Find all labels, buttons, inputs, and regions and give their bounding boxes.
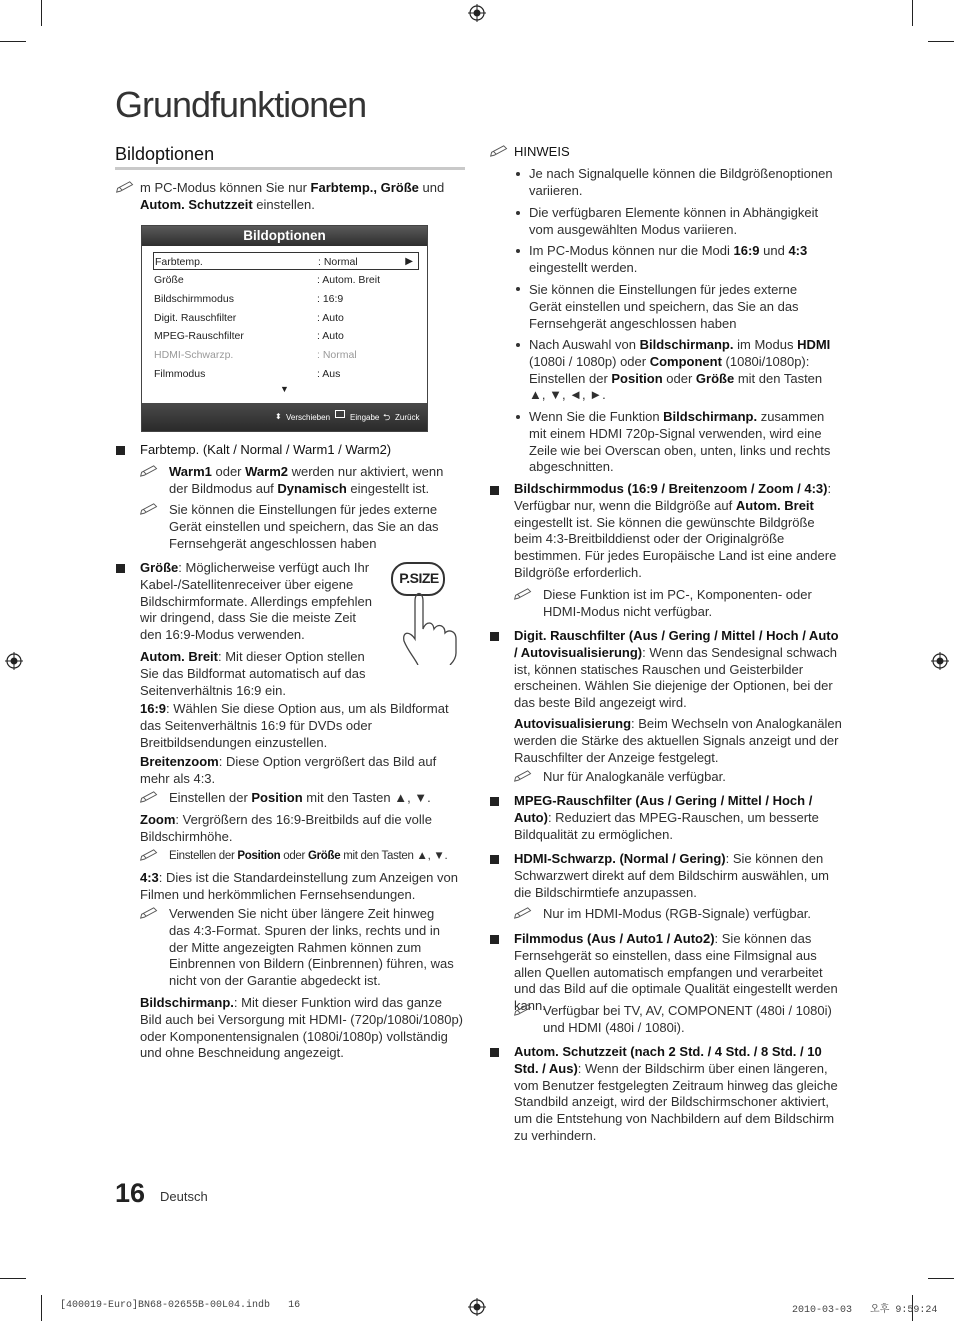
osd-row-value: : 16:9	[317, 293, 344, 305]
bullet-dot	[516, 172, 520, 176]
osd-row-label: Farbtemp.	[155, 256, 203, 268]
autom-schutzzeit-paragraph	[514, 1044, 839, 1145]
autovisualisierung-paragraph	[514, 716, 844, 766]
bold-term: Bildschirmmodus (16:9 / Breitenzoom / Zoom / 4:3)	[514, 481, 828, 496]
item-text: und	[759, 243, 789, 258]
slug-date-value: 2010-03-03	[792, 1305, 853, 1316]
note-text: mit den Tasten ▲, ▼.	[302, 790, 431, 805]
hdmi-paragraph	[514, 851, 836, 901]
arrow-right-icon: ▶	[405, 256, 413, 267]
updown-icon: ⬍	[275, 412, 282, 421]
paragraph-text: : Reduziert das MPEG-Rauschen, um besserte Bildqualität zu ermöglichen.	[514, 809, 819, 842]
bold-term: Digit. Rauschfilter (Aus / Gering / Mittel / Hoch / Auto / Autovisualisierung)	[514, 628, 839, 660]
crop-mark	[41, 0, 42, 26]
intro-text: und	[418, 180, 445, 195]
paragraph-text: : Wenn der Bildschirm über einen längeren, vom Benutzer festgelegten Zeitraum hinweg das gleiche Standbild anzeigt, wird der Bildschirmschoner aktiviert, um die Entstehung von Nachbildern auf dem Bildschirm zu verhindern.	[514, 1060, 838, 1143]
groesse-paragraph	[140, 560, 376, 644]
osd-header: Bildoptionen	[142, 226, 427, 246]
page-language: Deutsch	[160, 1189, 208, 1204]
bold-term: 4:3	[788, 243, 808, 258]
item-text: (1080i/1080p): Einstellen der	[529, 353, 810, 386]
slug-filename: [400019-Euro]BN68-02655B-00L04.indb	[60, 1300, 271, 1311]
osd-row-value: : Auto	[317, 312, 344, 324]
paragraph-text: : Beim Wechseln von Analogkanälen werden die Stärke des aktuellen Signals anzeigt und der Rauschfilter der Anzeige festgelegt.	[514, 716, 842, 765]
hinweis-item	[529, 243, 829, 277]
item-text: Nach Auswahl von	[529, 337, 640, 352]
registration-mark-icon	[468, 4, 486, 22]
crop-mark	[0, 41, 26, 42]
bold-term: Position	[611, 370, 663, 386]
note-icon	[140, 847, 160, 861]
bold-term: Autom. Breit	[140, 649, 218, 664]
section-title: Bildoptionen	[115, 144, 215, 164]
hinweis-item	[529, 409, 834, 476]
slug-date	[792, 1300, 937, 1316]
note-icon	[514, 905, 534, 919]
bullet-square	[490, 855, 499, 864]
page-number: 16	[115, 1178, 146, 1208]
intro-text: m PC-Modus können Sie nur	[140, 180, 311, 195]
autom-breit-paragraph	[140, 649, 376, 699]
bold-term: 4:3	[140, 870, 159, 885]
note-icon	[140, 463, 160, 477]
note-text: Einstellen der	[169, 850, 238, 862]
scroll-down-icon[interactable]: ▼	[280, 384, 289, 394]
osd-row-filmmodus[interactable]	[153, 365, 419, 383]
item-text: im Modus	[733, 337, 798, 352]
item-text: zusammen mit einem HDMI 720p-Signal verwenden, wird eine Zeile wie bei Overscan oben, unten, links und rechts abgeschnitten.	[529, 409, 831, 475]
farbtemp-heading	[140, 442, 465, 459]
return-icon: ⮌	[383, 412, 391, 422]
bullet-square	[490, 1048, 499, 1057]
osd-row-mpeg-rauschfilter[interactable]	[153, 327, 419, 345]
bullet-dot	[516, 415, 520, 419]
crop-mark	[928, 41, 954, 42]
osd-row-value: : Autom. Breit	[317, 274, 381, 286]
zoom-paragraph	[140, 812, 440, 846]
paragraph-text: : Diese Option vergrößert das Bild auf mehr als 4:3.	[140, 754, 437, 786]
p-size-button: P.SIZE	[399, 570, 439, 586]
bold-term: Größe	[140, 560, 179, 575]
farbtemp-heading-text: Farbtemp. (Kalt / Normal / Warm1 / Warm2)	[140, 442, 392, 457]
slug-time-value: 오후 9:59:24	[870, 1305, 938, 1316]
note-icon	[140, 789, 160, 803]
paragraph-text: : Möglicherweise verfügt auch Ihr Kabel-/Satellitenreceiver über eigene Bildschirmformate. Allerdings empfehlen wir dringend, dass Sie die meiste Zeit den 16:9-Modus verwenden.	[140, 560, 372, 643]
page-title: Grundfunktionen	[115, 84, 367, 125]
bold-term: Warm1	[169, 464, 212, 479]
bold-term: HDMI-Schwarzp. (Normal / Gering)	[514, 851, 726, 866]
crop-mark	[0, 1278, 26, 1279]
paragraph-text: : Sie können das Fernsehgerät so einstellen, dass eine Filmsignal aus allen Quellen automatisch empfangen und verarbeitet und das Bild auf die optimale Qualität eingestellt werden kann.	[514, 931, 838, 1014]
osd-row-value: : Aus	[317, 368, 341, 380]
osd-row-label: Größe	[154, 274, 184, 286]
crop-mark	[928, 1278, 954, 1279]
bullet-square	[116, 446, 125, 455]
bold-term: HDMI	[797, 337, 831, 352]
bold-term: Filmmodus (Aus / Auto1 / Auto2)	[514, 931, 715, 946]
registration-mark-icon	[468, 1298, 486, 1316]
bullet-dot	[516, 287, 520, 291]
bold-term: 16:9	[140, 701, 167, 716]
bildschirmmodus-note: Diese Funktion ist im PC-, Komponenten- oder HDMI-Modus nicht verfügbar.	[543, 587, 812, 619]
note-icon	[140, 501, 160, 515]
bold-term: Bildschirmanp.	[663, 409, 758, 424]
osd-row-digit-rauschfilter[interactable]	[153, 309, 419, 327]
r43-paragraph	[140, 870, 460, 904]
osd-row-label: HDMI-Schwarzp.	[154, 349, 234, 361]
autovisualisierung-note: Nur für Analogkanäle verfügbar.	[543, 769, 726, 784]
section-underline	[115, 167, 465, 170]
note-text: oder	[280, 850, 308, 862]
note-icon	[514, 768, 534, 782]
osd-row-value: : Auto	[317, 330, 344, 342]
farbtemp-note-1	[169, 464, 465, 498]
osd-row-bildschirmmodus[interactable]	[153, 290, 419, 308]
paragraph-text: : Verfügbar nur, wenn die Bildgröße auf	[514, 481, 832, 513]
item-text: eingestellt werden.	[529, 259, 638, 275]
bullet-square	[490, 632, 499, 641]
note-icon	[490, 143, 510, 157]
note-text: Einstellen der	[169, 790, 252, 805]
paragraph-text: : Wenn das Sendesignal schwach ist, können statisches Rauschen und Geisterbilder erscheinen. Wählen Sie diejenige der Optionen, bei der das beste Bild angezeigt wird.	[514, 644, 837, 711]
paragraph-text: : Vergrößern des 16:9-Breitbilds auf die volle Bildschirmhöhe.	[140, 812, 432, 844]
paragraph-text: eingestellt ist. Sie können die gewünschte Bildgröße beim 4:3-Breitbilddienst oder der Originalgröße bestimmen. Für jedes Europäische Land ist eine andere Bildgröße erforderlich.	[514, 514, 837, 580]
note-icon	[514, 1002, 534, 1016]
zoom-note	[169, 848, 469, 865]
paragraph-text: : Mit dieser Funktion wird das ganze Bild auch bei Versorgung mit HDMI- (720p/1080i/1080p) oder Komponentensignalen (1080i/1080p) vollständig und ohne Beschneidung angezeigt.	[140, 995, 464, 1061]
hinweis-item: Die verfügbaren Elemente können in Abhängigkeit vom ausgewählten Modus variieren.	[529, 205, 819, 237]
bullet-square	[490, 797, 499, 806]
bold-term: Position	[237, 850, 281, 862]
bullet-square	[116, 564, 125, 573]
paragraph-text: : Dies ist die Standardeinstellung zum Anzeigen von Filmen und herkömmlichen Fernsehsendungen.	[140, 870, 458, 902]
bold-term: Größe	[695, 370, 735, 386]
bold-term: Dynamisch	[277, 480, 347, 496]
rauschfilter-paragraph	[514, 628, 844, 712]
bullet-square	[490, 935, 499, 944]
farbtemp-note-2: Sie können die Einstellungen für jedes externe Gerät einstellen und speichern, das Sie an das Fernsehgerät angeschlossen haben	[169, 502, 439, 551]
slug-page: 16	[288, 1300, 301, 1311]
osd-row-label: Bildschirmmodus	[154, 293, 234, 305]
note-text: oder	[211, 464, 246, 479]
osd-footer	[142, 403, 427, 431]
footer-enter-label: Eingabe	[350, 413, 380, 422]
osd-menu	[141, 225, 428, 432]
osd-row-farbtemp[interactable]	[153, 252, 419, 270]
bold-term: Bildschirmanp.	[639, 337, 734, 352]
osd-row-value: : Normal	[317, 349, 357, 361]
note-text: mit den Tasten ▲, ▼.	[340, 850, 448, 862]
hdmi-note: Nur im HDMI-Modus (RGB-Signale) verfügbar.	[543, 906, 812, 921]
intro-bold: Autom. Schutzzeit	[140, 196, 253, 212]
bold-term: Autom. Breit	[735, 497, 814, 513]
bullet-dot	[516, 211, 520, 215]
bold-term: 16:9	[733, 243, 760, 258]
note-icon	[140, 905, 160, 919]
hinweis-heading: HINWEIS	[514, 144, 570, 159]
footer-move-label: Verschieben	[286, 413, 331, 422]
registration-mark-icon	[931, 652, 949, 670]
hinweis-item	[529, 337, 841, 404]
hinweis-item: Sie können die Einstellungen für jedes externe Gerät einstellen und speichern, das Sie an das Fernsehgerät angeschlossen haben	[529, 282, 799, 331]
intro-text: einstellen.	[252, 196, 315, 212]
osd-row-label: Filmmodus	[154, 368, 206, 380]
note-icon	[116, 179, 136, 193]
bold-term: Autovisualisierung	[514, 716, 632, 731]
bold-term: Position	[251, 790, 303, 805]
bildschirmanp-paragraph	[140, 995, 466, 1062]
item-text: mit den Tasten ▲, ▼, ◄, ►.	[529, 370, 823, 403]
osd-row-groesse[interactable]	[153, 271, 419, 289]
bildschirmmodus-paragraph	[514, 481, 839, 582]
item-text: Im PC-Modus können nur die Modi	[529, 243, 734, 258]
intro-bold: Farbtemp., Größe	[310, 180, 419, 195]
bullet-dot	[516, 249, 520, 253]
bold-term: Component	[649, 353, 722, 369]
bold-term: Größe	[307, 850, 341, 862]
crop-mark	[912, 0, 913, 26]
bold-term: Breitenzoom	[140, 754, 219, 769]
item-text: Wenn Sie die Funktion	[529, 409, 664, 424]
r43-note: Verwenden Sie nicht über längere Zeit hinweg das 4:3-Format. Spuren der links, rechts und in der Mitte angezeigten Rahmen können zum Einbrennen von Bildern (Einbrennen) führen, was nicht von der Garantie abgedeckt ist.	[169, 906, 454, 989]
osd-row-hdmi-schwarzp	[153, 346, 419, 364]
intro-note	[140, 180, 465, 214]
bold-term: Zoom	[140, 812, 176, 827]
note-text: eingestellt ist.	[346, 480, 430, 496]
hinweis-item: Je nach Signalquelle können die Bildgrößenoptionen variieren.	[529, 166, 833, 198]
filmmodus-note: Verfügbar bei TV, AV, COMPONENT (480i / 1080i) und HDMI (480i / 1080i).	[543, 1003, 832, 1035]
bullet-dot	[516, 343, 520, 347]
bullet-square	[490, 486, 499, 495]
item-text: (1080i / 1080p) oder	[529, 353, 650, 369]
breitenzoom-note	[169, 790, 465, 807]
item-text: oder	[662, 370, 696, 386]
paragraph-text: : Mit dieser Option stellen Sie das Bildformat automatisch auf das Seitenverhältnis 16:9 ein.	[140, 649, 366, 698]
bold-term: Autom. Schutzzeit (nach 2 Std. / 4 Std. / 8 Std. / 10 Std. / Aus)	[514, 1044, 822, 1076]
r169-paragraph	[140, 701, 458, 751]
bold-term: MPEG-Rauschfilter (Aus / Gering / Mittel / Hoch / Auto)	[514, 793, 813, 825]
note-text: werden nur aktiviert, wenn der Bildmodus auf	[169, 464, 444, 496]
crop-mark	[41, 1295, 42, 1321]
slug-file	[60, 1300, 300, 1311]
paragraph-text: : Sie können den Schwarzwert direkt auf dem Bildschirm auswählen, um die Bildschirmtiefe anzupassen.	[514, 851, 830, 900]
osd-row-value: : Normal	[318, 256, 358, 268]
note-icon	[514, 586, 534, 600]
osd-row-label: Digit. Rauschfilter	[154, 312, 237, 324]
breitenzoom-paragraph	[140, 754, 468, 788]
paragraph-text: : Wählen Sie diese Option aus, um als Bildformat das Seitenverhältnis 16:9 für DVDs oder Breitbildsendungen einzustellen.	[140, 701, 449, 750]
osd-row-label: MPEG-Rauschfilter	[154, 330, 244, 342]
enter-icon	[335, 410, 345, 418]
bold-term: Warm2	[245, 464, 288, 479]
footer-back-label: Zurück	[395, 413, 420, 422]
registration-mark-icon	[5, 652, 23, 670]
mpeg-paragraph	[514, 793, 824, 843]
bold-term: Bildschirmanp.	[140, 995, 234, 1010]
